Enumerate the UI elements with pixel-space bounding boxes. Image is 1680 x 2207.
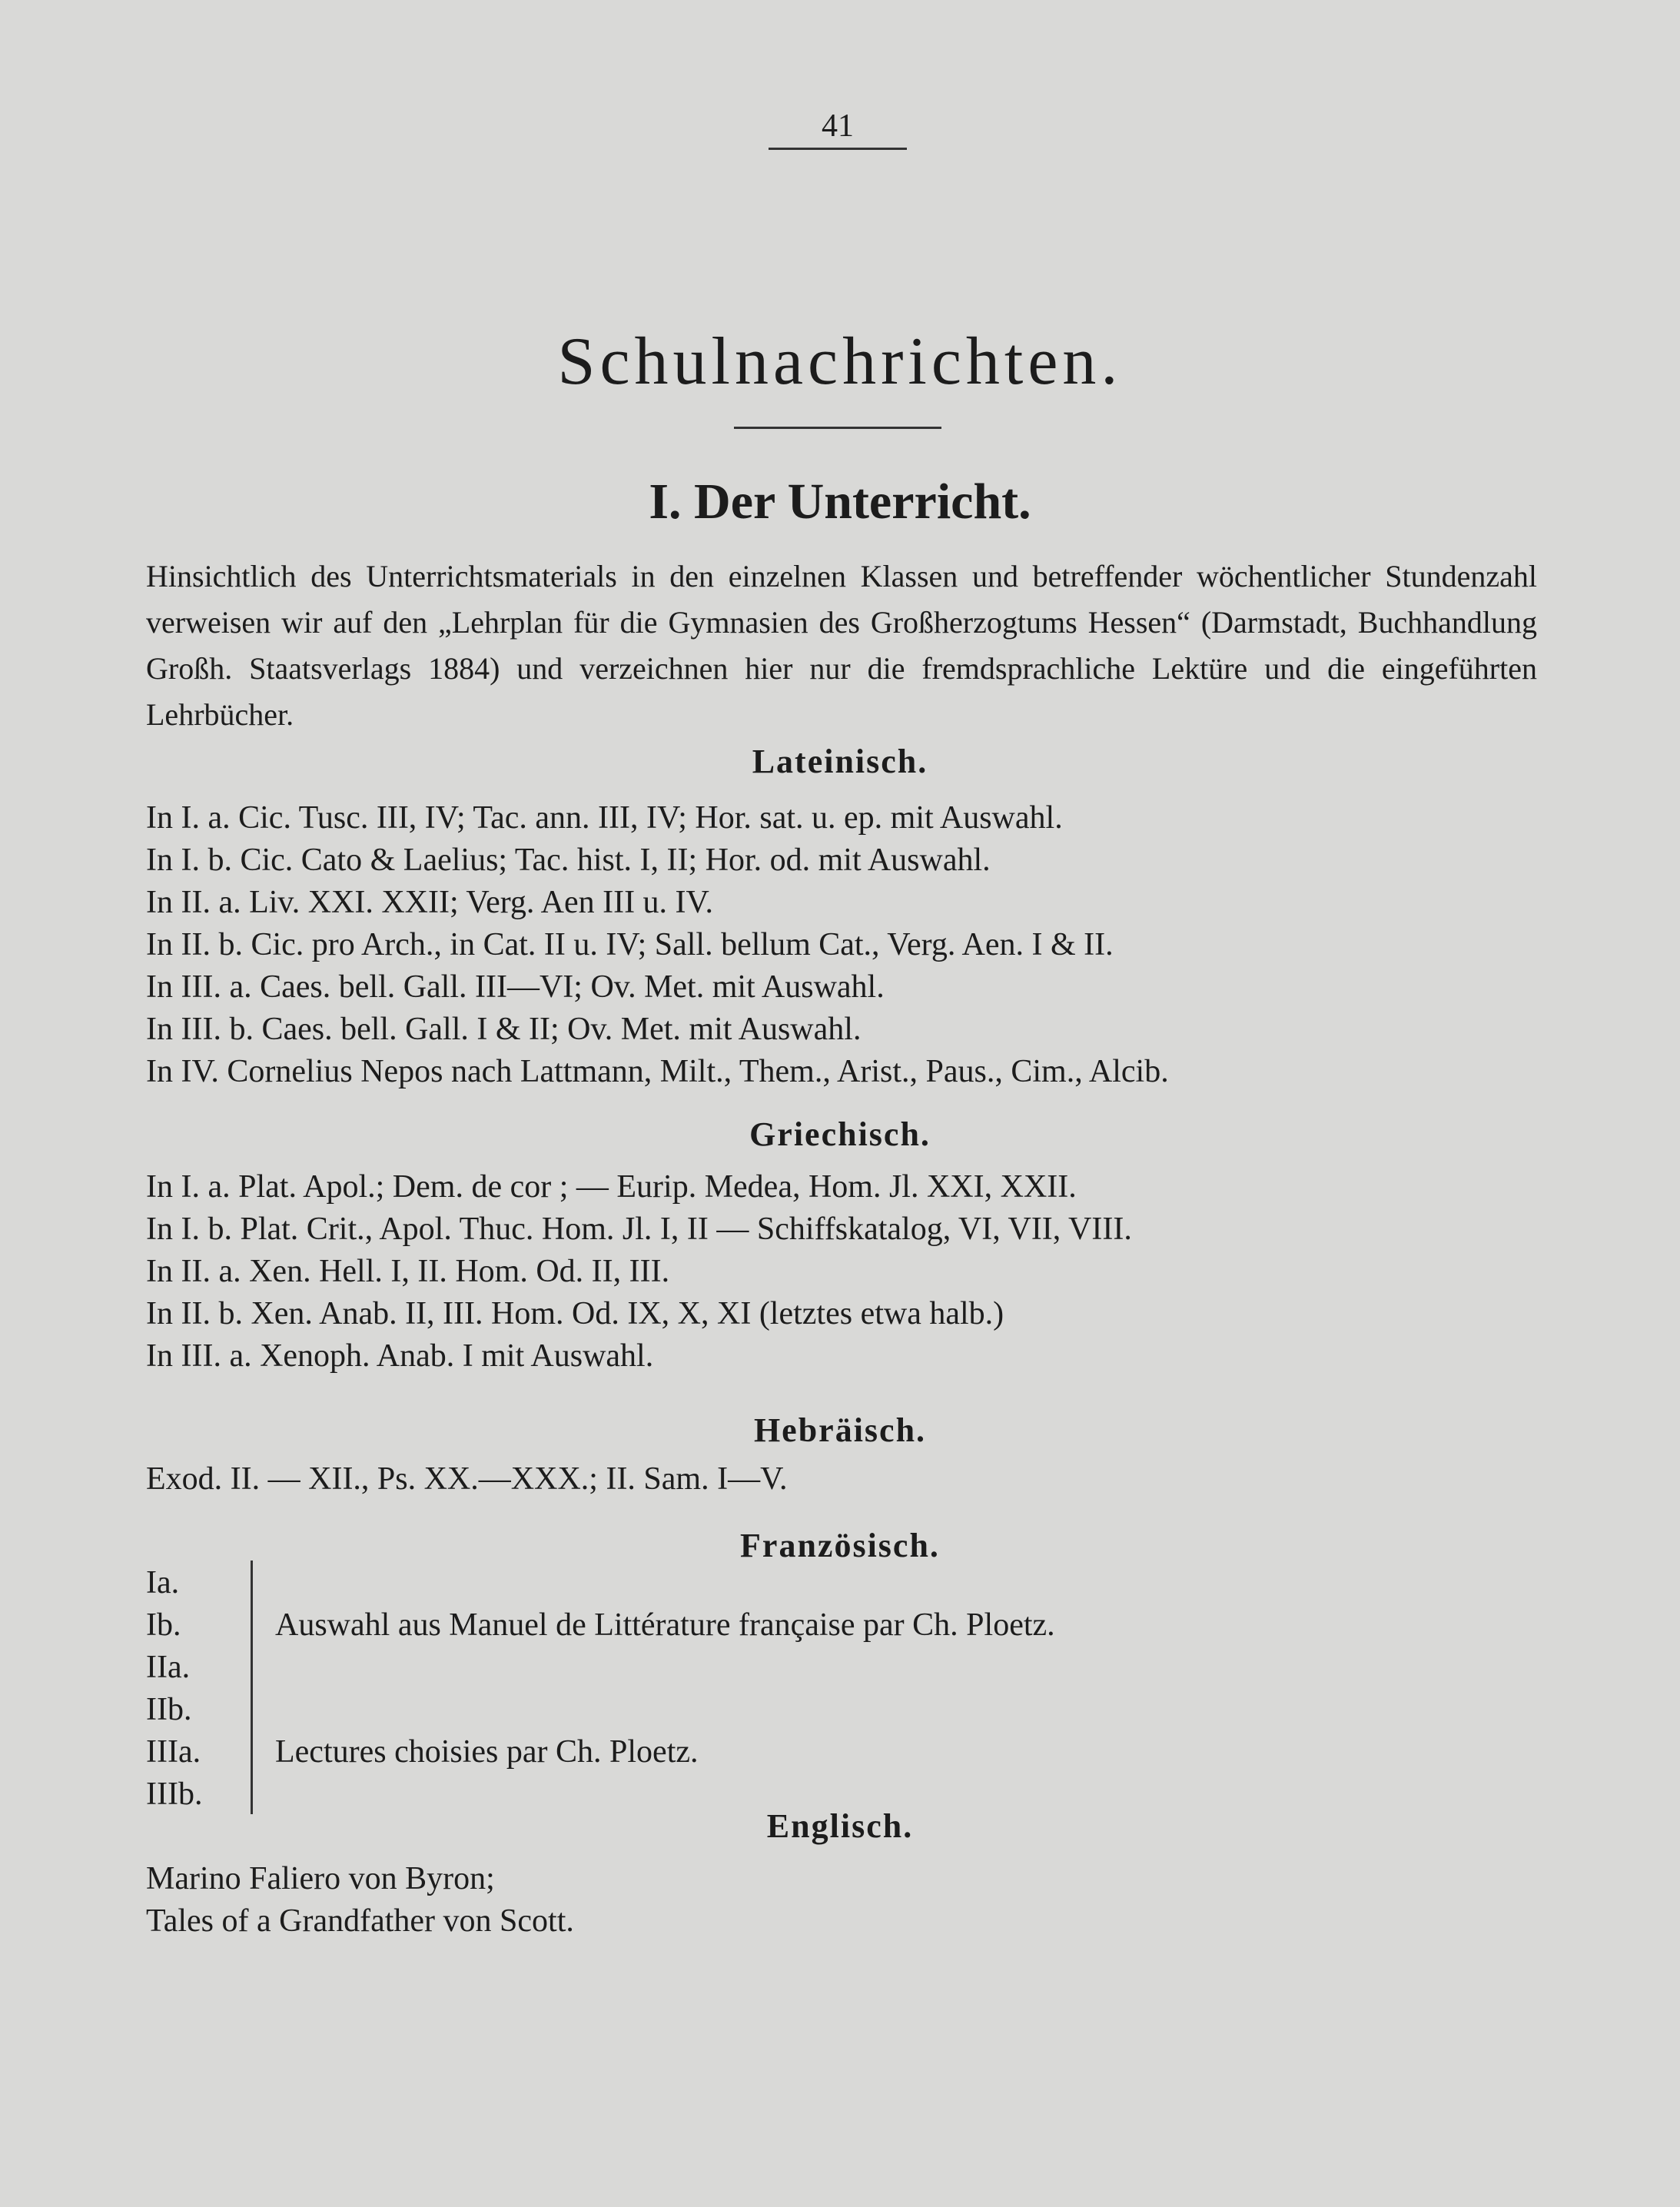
hebrew-heading: Hebräisch.: [753, 1411, 927, 1449]
class-label: IIb.: [146, 1692, 192, 1727]
class-label: IIa.: [146, 1650, 191, 1685]
greek-heading: Griechisch.: [749, 1115, 931, 1153]
class-label: IIIb.: [146, 1777, 203, 1812]
latin-line: In III. b. Caes. bell. Gall. I & II; Ov. Met. mit Auswahl.: [146, 1012, 862, 1047]
latin-heading: Lateinisch.: [752, 743, 928, 780]
english-line: Tales of a Grandfather von Scott.: [146, 1903, 574, 1939]
page-title: Schulnachrichten.: [557, 324, 1123, 399]
greek-line: In II. b. Xen. Anab. II, III. Hom. Od. IX, X, XI (letztes etwa halb.): [146, 1296, 1004, 1331]
page-number: 41: [769, 108, 907, 150]
french-text-1: Auswahl aus Manuel de Littérature française par Ch. Ploetz.: [275, 1607, 1055, 1643]
latin-line: In I. a. Cic. Tusc. III, IV; Tac. ann. III, IV; Hor. sat. u. ep. mit Auswahl.: [146, 800, 1063, 836]
class-label: Ia.: [146, 1565, 180, 1600]
latin-line: In IV. Cornelius Nepos nach Lattmann, Milt., Them., Arist., Paus., Cim., Alcib.: [146, 1054, 1169, 1089]
english-line: Marino Faliero von Byron;: [146, 1861, 495, 1896]
greek-line: In I. b. Plat. Crit., Apol. Thuc. Hom. Jl. I, II — Schiffskatalog, VI, VII, VIII.: [146, 1212, 1132, 1247]
hebrew-line: Exod. II. — XII., Ps. XX.—XXX.; II. Sam. I—V.: [146, 1461, 788, 1497]
brace-group-1: [240, 1561, 253, 1691]
latin-line: In II. a. Liv. XXI. XXII; Verg. Aen III u. IV.: [146, 885, 713, 920]
section-heading: I. Der Unterricht.: [649, 474, 1031, 530]
greek-line: In III. a. Xenoph. Anab. I mit Auswahl.: [146, 1338, 654, 1374]
class-label: Ib.: [146, 1607, 181, 1643]
latin-line: In I. b. Cic. Cato & Laelius; Tac. hist. I, II; Hor. od. mit Auswahl.: [146, 843, 991, 878]
latin-line: In II. b. Cic. pro Arch., in Cat. II u. IV; Sall. bellum Cat., Verg. Aen. I & II.: [146, 927, 1114, 962]
latin-line: In III. a. Caes. bell. Gall. III—VI; Ov. Met. mit Auswahl.: [146, 969, 885, 1005]
greek-line: In II. a. Xen. Hell. I, II. Hom. Od. II, III.: [146, 1254, 670, 1289]
title-rule: [734, 427, 941, 429]
brace-group-2: [240, 1691, 253, 1814]
greek-line: In I. a. Plat. Apol.; Dem. de cor ; — Eurip. Medea, Hom. Jl. XXI, XXII.: [146, 1169, 1077, 1205]
intro-paragraph: Hinsichtlich des Unterrichtsmaterials in den einzelnen Klassen und betreffender wöchentlicher Stundenzahl verweisen wir auf den „Lehrplan für die Gymnasien des Großherzogtums Hessen“ (Darmstadt, Buchhandlung Großh. Staatsverlags 1884) und verzeichnen hier nur die fremdsprachliche Lektüre und die eingeführten Lehrbücher.: [146, 559, 1537, 732]
french-heading: Französisch.: [740, 1527, 940, 1564]
class-label: IIIa.: [146, 1734, 201, 1770]
english-heading: Englisch.: [766, 1807, 914, 1845]
french-text-2: Lectures choisies par Ch. Ploetz.: [275, 1734, 699, 1770]
